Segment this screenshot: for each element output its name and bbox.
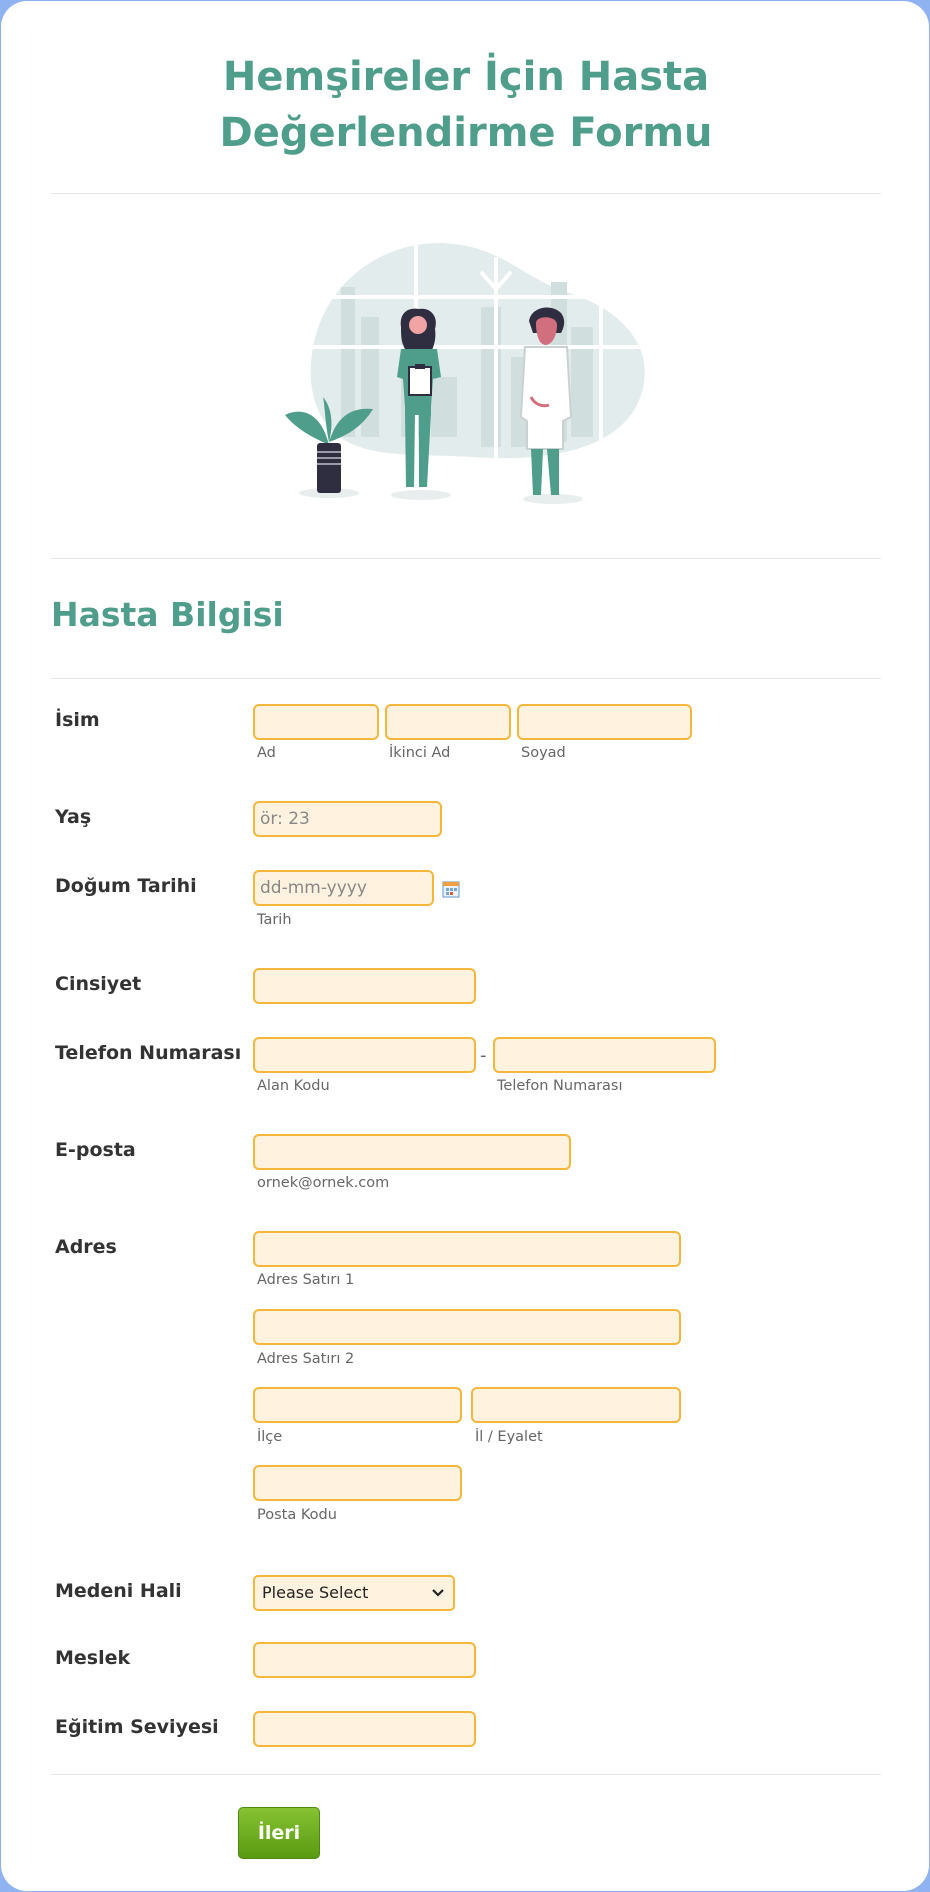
phone-label: Telefon Numarası bbox=[55, 1042, 242, 1064]
education-label: Eğitim Seviyesi bbox=[55, 1716, 219, 1738]
nurse-doctor-illustration bbox=[281, 237, 661, 517]
phone-number-input[interactable] bbox=[493, 1037, 716, 1073]
postal-code-input[interactable] bbox=[253, 1465, 462, 1501]
phone-number-sublabel: Telefon Numarası bbox=[497, 1078, 623, 1094]
divider bbox=[51, 193, 881, 194]
province-sublabel: İl / Eyalet bbox=[475, 1429, 543, 1445]
next-button[interactable]: İleri bbox=[238, 1807, 320, 1859]
name-label: İsim bbox=[55, 709, 100, 731]
marital-status-select[interactable] bbox=[253, 1575, 455, 1611]
address-line1-sublabel: Adres Satırı 1 bbox=[257, 1272, 355, 1288]
divider bbox=[51, 1774, 881, 1775]
area-code-input[interactable] bbox=[253, 1037, 476, 1073]
form-title: Hemşireler İçin Hasta Değerlendirme Formu bbox=[219, 54, 713, 156]
email-label: E-posta bbox=[55, 1139, 136, 1161]
postal-code-sublabel: Posta Kodu bbox=[257, 1507, 337, 1523]
last-name-sublabel: Soyad bbox=[521, 745, 566, 761]
gender-label: Cinsiyet bbox=[55, 973, 142, 995]
email-sublabel: ornek@ornek.com bbox=[257, 1175, 390, 1191]
address-line2-input[interactable] bbox=[253, 1309, 681, 1345]
birth-date-input[interactable] bbox=[253, 870, 434, 906]
first-name-sublabel: Ad bbox=[257, 745, 276, 761]
birth-date-label: Doğum Tarihi bbox=[55, 875, 197, 897]
address-line2-sublabel: Adres Satırı 2 bbox=[257, 1351, 355, 1367]
phone-separator: - bbox=[480, 1045, 487, 1066]
email-input[interactable] bbox=[253, 1134, 571, 1170]
section-heading: Hasta Bilgisi bbox=[51, 595, 284, 634]
area-code-sublabel: Alan Kodu bbox=[257, 1078, 330, 1094]
chevron-down-icon bbox=[431, 1587, 445, 1599]
occupation-label: Meslek bbox=[55, 1647, 131, 1669]
last-name-input[interactable] bbox=[517, 704, 692, 740]
age-input[interactable] bbox=[253, 801, 442, 837]
marital-status-value: Please Select bbox=[262, 1583, 369, 1602]
calendar-icon[interactable] bbox=[442, 880, 460, 898]
age-label: Yaş bbox=[55, 806, 92, 828]
occupation-input[interactable] bbox=[253, 1642, 476, 1678]
province-input[interactable] bbox=[471, 1387, 681, 1423]
education-input[interactable] bbox=[253, 1711, 476, 1747]
first-name-input[interactable] bbox=[253, 704, 379, 740]
address-label: Adres bbox=[55, 1236, 117, 1258]
divider bbox=[51, 678, 881, 679]
district-input[interactable] bbox=[253, 1387, 462, 1423]
gender-input[interactable] bbox=[253, 968, 476, 1004]
birth-date-sublabel: Tarih bbox=[257, 912, 292, 928]
marital-status-label: Medeni Hali bbox=[55, 1580, 182, 1602]
middle-name-sublabel: İkinci Ad bbox=[389, 745, 451, 761]
form-card bbox=[1, 1, 929, 1891]
middle-name-input[interactable] bbox=[385, 704, 511, 740]
district-sublabel: İlçe bbox=[257, 1429, 283, 1445]
address-line1-input[interactable] bbox=[253, 1231, 681, 1267]
divider bbox=[51, 558, 881, 559]
